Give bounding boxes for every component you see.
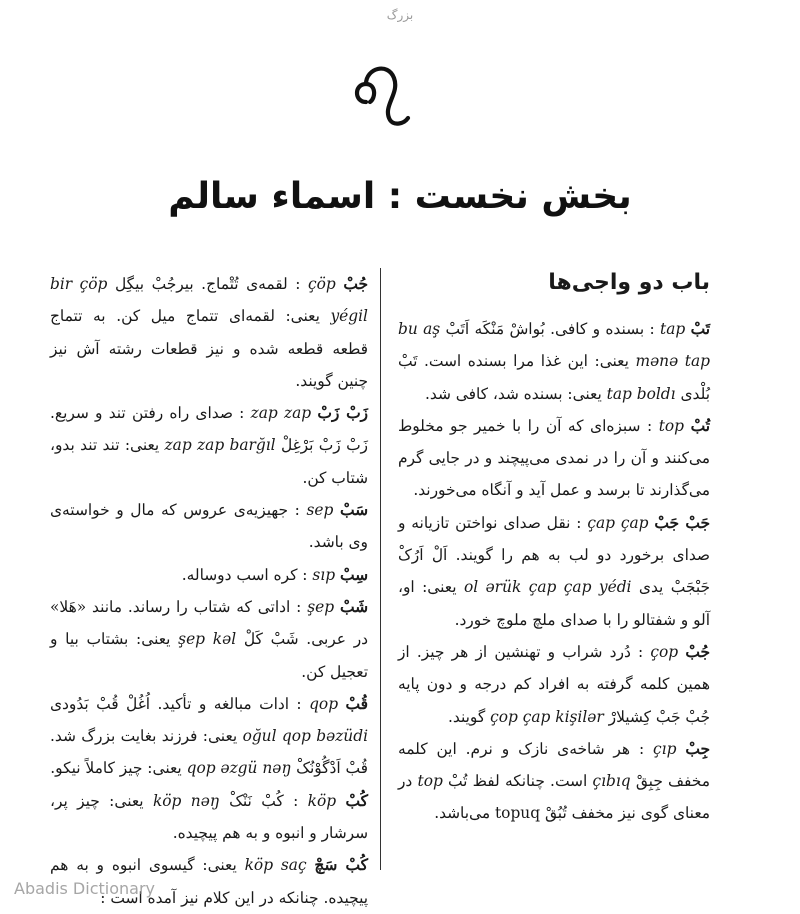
entry-gloss: یعنی: بسنده شد، کافی شد. <box>425 384 602 403</box>
entry-headword: کُبْ <box>345 791 368 810</box>
entry-transliteration: çıp <box>653 739 677 758</box>
entry-gloss: در معنای گوی نیز مخفف تُبُقْ topuq می‌باشد. <box>398 772 710 823</box>
entry-example: bu aş mənə tap <box>398 320 710 371</box>
entry-headword: جُبْ <box>685 642 710 661</box>
entry-headword: جَبْ جَبْ <box>654 513 710 532</box>
entry-transliteration: çap çap <box>587 513 649 532</box>
entry-transliteration: zap zap <box>250 404 312 423</box>
entry-text: : سبزه‌ای که آن را با خمیر جو مخلوط می‌کنند و آن را در نمدی می‌پیچند و در جایی گرم می‌گذارند تا برسد و عمل آید و آنگاه می‌خورند. <box>398 416 710 500</box>
entry-headword: سِبْ <box>339 565 368 584</box>
entry-text: : کره اسب دوساله. <box>181 565 308 584</box>
entry-text: : صدای راه رفتن تند و سریع. زَبْ زَبْ بَرْغِلْ <box>50 404 368 455</box>
entry-transliteration: sıp <box>312 565 336 584</box>
entry-headword: تَبْ <box>690 320 710 338</box>
entry-example: zap zap barğıl <box>164 436 276 455</box>
entry-gloss: یعنی: او، آلو و شفتالو را با صدای ملچ ملوچ خورد. <box>398 578 710 629</box>
entry-example: top <box>417 772 443 791</box>
entry-text: : اداتی که شتاب را رساند. مانند «هَلا» در عربی. شَبْ کَلْ <box>50 597 368 649</box>
entry-text: : دُرد شراب و تهنشین از هر چیز. از همین کلمه گرفته به افراد کم درجه و دون پایه جُبْ جَبْ کِشیلارْ <box>398 642 710 726</box>
entry-example: çıbıq <box>592 772 631 791</box>
entry-headword: قُبْ <box>345 694 368 713</box>
right-column <box>398 313 710 830</box>
part-title: بخش نخست : اسماء سالم <box>168 176 632 217</box>
entry-text: : کُبْ نَنْکْ <box>229 791 299 810</box>
entry-text: : بسنده و کافی. بُواشْ مَنْکَه اَتَبْ <box>445 320 655 338</box>
entry-gloss: یعنی: تند تند بدو، شتاب کن. <box>50 436 368 487</box>
entry-gloss: گویند. <box>448 707 486 726</box>
entry-text: : نقل صدای نواختن تازیانه و صدای برخورد دو لب به هم را گویند. اَلْ اَرُکْ جَبْجَبْ یدی <box>398 513 710 597</box>
entry-example: tap boldı <box>606 384 676 403</box>
entry-headword: کُبْ سَچْ <box>314 856 368 875</box>
dictionary-entry <box>50 688 368 785</box>
leo-zodiac-icon <box>352 58 416 130</box>
entry-example: bir çöp yégil <box>50 275 368 326</box>
dictionary-entry <box>50 591 368 688</box>
entry-text: : ادات مبالغه و تأکید. اُغُلْ قُبْ بَدُودی <box>50 694 302 713</box>
entry-transliteration: şep <box>307 597 335 616</box>
dictionary-entry <box>50 397 368 494</box>
entry-transliteration: köp saç <box>244 856 307 875</box>
dictionary-entry <box>398 507 710 636</box>
entry-example: oğul qop bəzüdi <box>242 727 368 746</box>
entry-example: ol ərük çap çap yédi <box>463 578 632 597</box>
entry-example: köp nəŋ <box>152 791 220 810</box>
entry-transliteration: qop <box>309 694 339 713</box>
dictionary-entry <box>50 785 368 850</box>
entry-transliteration: tap <box>660 320 686 338</box>
dictionary-entry <box>398 636 710 733</box>
dictionary-entry <box>50 494 368 559</box>
entry-headword: شَبْ <box>339 597 368 616</box>
dictionary-entry <box>398 410 710 507</box>
entry-headword: زَبْ زَبْ <box>317 404 368 423</box>
dictionary-entry <box>50 268 368 397</box>
entry-headword: جُبْ <box>343 275 368 293</box>
entry-headword: جِبْ <box>685 739 710 758</box>
entry-example: çop çap kişilər <box>490 707 604 726</box>
entry-transliteration: sep <box>306 501 334 520</box>
entry-gloss: یعنی: گیسوی انبوه و به هم پیچیده. چنانکه در این کلام نیز آمده است : <box>50 856 368 907</box>
entry-gloss: یعنی: چیز کاملاً نیکو. <box>50 759 182 778</box>
left-column <box>50 268 368 914</box>
entry-gloss: یعنی: فرزند بغایت بزرگ شد. قُبْ اَدْگُوْنُکْ <box>50 727 368 778</box>
entry-gloss: یعنی: لقمه‌ای تتماج میل کن. به تتماج قطعه قطعه شده و نیز قطعات رشته آش نیز چنین گویند. <box>50 307 368 390</box>
entry-text: : جهیزیه‌ی عروس که مال و خواسته‌ی وی باشد. <box>50 501 368 552</box>
column-divider <box>380 268 381 870</box>
entry-transliteration: çop <box>650 642 679 661</box>
dictionary-entry <box>398 733 710 830</box>
entry-example: şep kəl <box>178 630 237 649</box>
entry-headword: سَبْ <box>339 501 368 520</box>
entry-gloss: یعنی: چیز پر، سرشار و انبوه و به هم پیچیده. <box>50 791 368 843</box>
chapter-title: باب دو واجی‌ها <box>548 270 710 295</box>
entry-text: : لقمه‌ی تُتْماج. بیرجُبْ بیگِل <box>114 275 301 293</box>
entry-gloss: است. چنانکه لفظ تُبْ <box>448 772 588 791</box>
entry-headword: تُبْ <box>690 416 710 435</box>
top-label: بزرگ <box>386 8 414 22</box>
entry-transliteration: çöp <box>308 275 336 293</box>
dictionary-entry <box>50 559 368 591</box>
entry-gloss: یعنی: این غذا مرا بسنده است. تَبْ بُلْدی <box>398 352 710 403</box>
entry-transliteration: top <box>658 416 685 435</box>
entry-gloss: یعنی: بشتاب بیا و تعجیل کن. <box>50 630 368 681</box>
entry-transliteration: köp <box>307 791 337 810</box>
entry-example: qop əzgü nəŋ <box>186 759 292 778</box>
entry-text: : هر شاخه‌ی نازک و نرم. این کلمه مخفف جِبِقْ <box>398 739 710 791</box>
dictionary-entry <box>398 313 710 410</box>
watermark: Abadis Dictionary <box>14 879 155 898</box>
